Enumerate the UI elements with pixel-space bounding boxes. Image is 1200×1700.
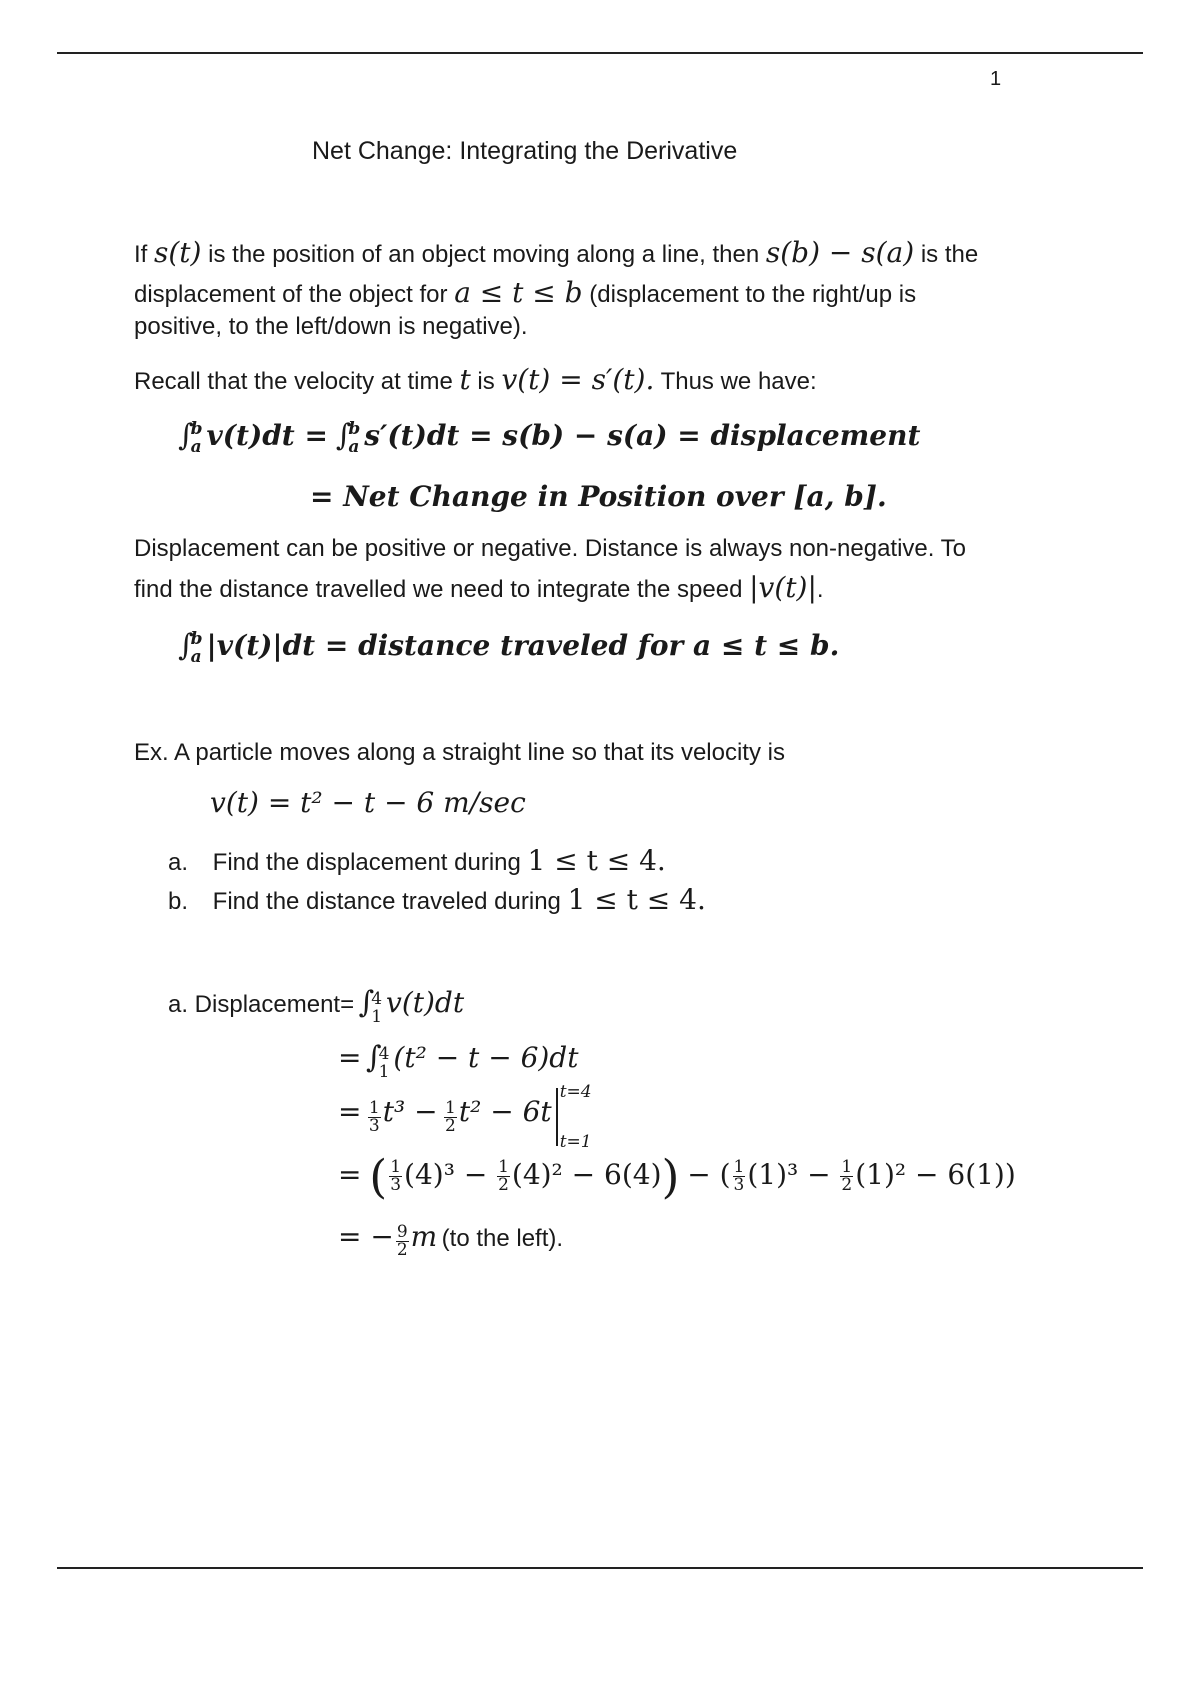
unit-m: m [410,1220,438,1253]
page-title: Net Change: Integrating the Derivative [312,137,738,165]
recall-text2: Thus we have: [660,368,817,395]
distance-line-2 [134,571,824,604]
term-4-squared: (4)² − 6(4) [511,1158,662,1191]
term-1-cubed: (1)³ − [747,1158,831,1191]
evaluation-bar [556,1088,558,1146]
solution-line-1 [168,985,464,1026]
solution-line2: (t² − t − 6)dt [393,1041,579,1074]
recall-text1: Recall that the velocity at time [134,368,453,395]
integral-sign-icon: ∫ [365,1040,382,1075]
solution-line1: v(t)dt [386,986,465,1019]
intro-is-the: is the [920,241,979,268]
integral-limits: b a [190,628,203,667]
integral-limits: 4 1 [371,988,383,1027]
item-a-math: 1 ≤ t ≤ 4. [527,844,666,877]
intro-line-2 [134,276,916,309]
term-t3: t³ − [382,1095,438,1129]
distance-period: . [816,576,824,603]
integral-sign-icon: ∫ [178,628,194,663]
example-item-b [168,883,706,916]
solution-line-3 [338,1082,592,1152]
eq-sign: = [338,1041,362,1074]
recall-is: is [477,368,495,395]
integral-sign-icon: ∫ [178,418,194,453]
solution-label: a. Displacement= [168,991,355,1018]
integral-sign-icon: ∫ [335,418,352,453]
recall-t: t [459,363,471,396]
term-1-squared: (1)² − 6(1)) [855,1158,1016,1191]
fraction-one-half: $\frac{1}{2}$ [498,1157,509,1196]
close-paren: ) [661,1149,680,1204]
integral-sign-icon: ∫ [358,985,375,1020]
integral-limits: b a [190,418,203,457]
intro-sb-sa: s(b) − s(a) [765,236,915,269]
solution-line-5 [338,1220,563,1259]
evaluation-limits: t=4 t=1 [559,1082,592,1152]
example-velocity: v(t) = t² − t − 6 m/sec [210,786,526,819]
item-b-text: Find the distance traveled during [212,888,561,915]
solution-line-4 [338,1149,1016,1204]
intro-line2a: displacement of the object for [134,281,448,308]
eq-sign: = [338,1158,362,1191]
page-number: 1 [990,68,1002,90]
intro-mid1: is the position of an object moving along a line, then [208,241,760,268]
intro-if: If [134,241,148,268]
solution-line-2 [338,1040,578,1081]
item-b-label: b. [168,888,189,915]
integral-limits: 4 1 [378,1043,390,1082]
formula-2 [178,628,839,666]
fraction-one-half: $\frac{1}{2}$ [445,1097,456,1136]
intro-line-3: positive, to the left/down is negative). [134,313,528,340]
minus-paren: − ( [687,1158,731,1191]
intro-interval: a ≤ t ≤ b [454,276,583,309]
recall-eq: v(t) = s′(t). [501,363,655,396]
formula-1-line-2: = Net Change in Position over [a, b]. [310,480,887,513]
speed-expr: |v(t)| [749,571,817,604]
example-intro: Ex. A particle moves along a straight line so that its velocity is [134,739,785,766]
intro-line2b: (displacement to the right/up is [589,281,917,308]
top-rule [57,52,1143,54]
item-a-text: Find the displacement during [212,849,521,876]
eq-minus: = − [338,1220,394,1253]
fraction-one-third: $\frac{1}{3}$ [733,1157,745,1196]
fraction-one-third: $\frac{1}{3}$ [390,1157,402,1196]
fraction-one-third: $\frac{1}{3}$ [368,1097,380,1136]
bottom-rule [57,1567,1143,1569]
formula-1-line-1 [178,418,920,456]
integral-limits: b a [348,418,361,457]
formula-1-part1: v(t)dt = [206,419,328,452]
formula-1-part2: s′(t)dt = s(b) − s(a) = displacement [364,419,921,452]
intro-line-1 [134,236,978,269]
solution-note: (to the left). [441,1225,564,1252]
formula-2-text: |v(t)|dt = distance traveled for a ≤ t ≤ b. [206,629,840,662]
item-b-math: 1 ≤ t ≤ 4. [567,883,706,916]
open-paren: ( [369,1149,388,1204]
fraction-nine-halves: $\frac{9}{2}$ [396,1222,408,1261]
item-a-label: a. [168,849,189,876]
distance-line-1: Displacement can be positive or negative. Distance is always non-negative. To [134,535,967,562]
term-4-cubed: (4)³ − [404,1158,488,1191]
example-item-a [168,844,666,877]
term-t2: t² − 6t [458,1095,552,1129]
fraction-one-half: $\frac{1}{2}$ [841,1157,853,1196]
recall-line [134,363,817,396]
eq-sign: = [338,1095,362,1129]
intro-s-t: s(t) [154,236,202,269]
distance-line2: find the distance travelled we need to integrate the speed [134,576,743,603]
